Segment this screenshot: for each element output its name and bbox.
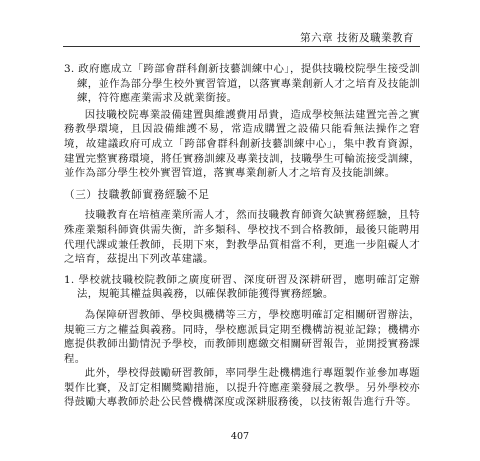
body-paragraph: 因技職校院專業設備建置與維護費用昂貴，造成學校無法建置完善之實務教學環境，且因設備維護不易，常造成購置之設備只能看無法操作之窘境，故建議政府可成立「跨部會群科創新技藝訓練中心」，集中教育資源，建置完整實務環境，將任實務訓練及專業技訓，技職學生可輪流接受訓練，並作為部分學生校外實習管道，落實專業創新人才之培育及技能訓練。 — [64, 108, 420, 180]
page-number: 407 — [230, 431, 250, 442]
numbered-item-1: 1. 學校就技職校院教師之廣度研習、深度研習及深耕研習，應明確訂定辦法，規範其權益與義務，以確保教師能獲得實務經驗。 — [64, 273, 420, 301]
body-paragraph: 此外，學校得鼓勵研習教師，率同學生赴機構進行專題製作並參加專題製作比賽，及訂定相關獎勵措施，以提升符應產業發展之教學。另外學校亦得鼓勵大專教師於赴公民營機構深度或深耕服務後，以技術報告進行升等。 — [64, 367, 420, 409]
running-header: 第六章 技術及職業教育 — [300, 32, 414, 44]
page-body — [64, 62, 420, 410]
body-paragraph: 為保障研習教師、學校與機構等三方，學校應明確訂定相關研習辦法，規範三方之權益與義務。同時，學校應派員定期至機構訪視並記錄；機構亦應提供教師出勤情況予學校，而教師則應繳交相關研習報告，並開授實務課程。 — [64, 308, 420, 365]
body-paragraph: 技職教育在培植產業所需人才，然而技職教育師資欠缺實務經驗，且特殊產業類科師資供需失衡，許多類科、學校找不到合格教師，最後只能聘用代理代課或兼任教師，長期下來，對教學品質相當不利，更進一步阻礙人才之培育，茲提出下列改革建議。 — [64, 209, 420, 266]
header-divider — [63, 46, 420, 47]
numbered-item-3: 3. 政府應成立「跨部會群科創新技藝訓練中心」，提供技職校院學生接受訓練，並作為部分學生校外實習管道，以落實專業創新人才之培育及技能訓練，符符應產業需求及就業銜接。 — [64, 63, 420, 105]
section-heading: （三）技職教師實務經驗不足 — [64, 188, 210, 201]
